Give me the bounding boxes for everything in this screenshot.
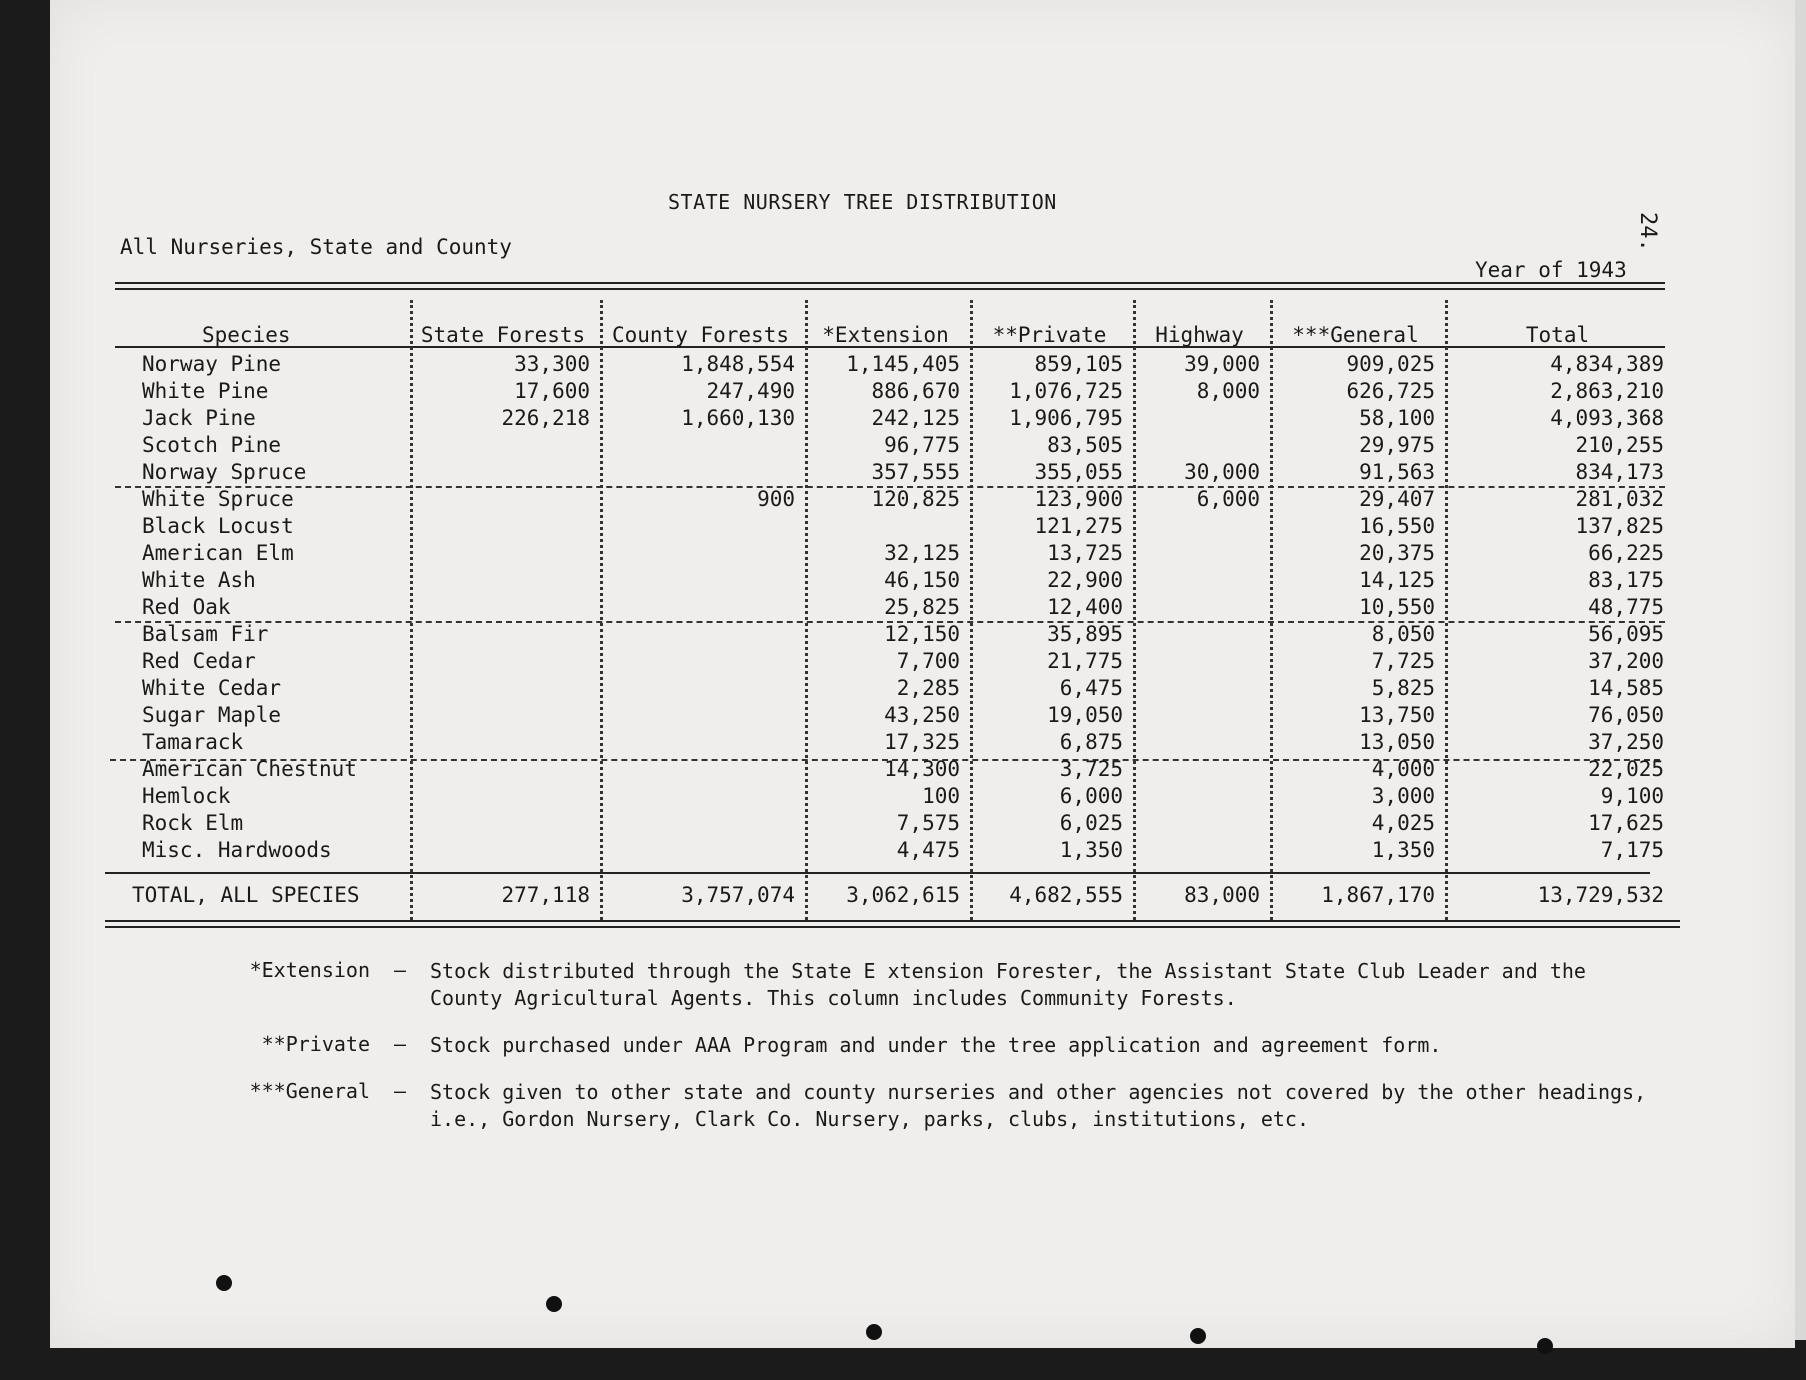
value-cell: 10,550	[1359, 594, 1435, 619]
table-row	[112, 539, 1672, 566]
value-cell	[1131, 404, 1268, 431]
value-cell: 6,000	[1196, 486, 1260, 511]
species-cell: Balsam Fir	[142, 621, 269, 646]
value-cell: 46,150	[884, 567, 960, 592]
value-cell: 7,175	[1600, 837, 1664, 862]
value-cell	[1131, 647, 1268, 674]
total-bottom-rule-2	[105, 926, 1680, 928]
value-cell	[408, 647, 598, 674]
footnotes	[200, 958, 1660, 1153]
value-cell	[1131, 512, 1268, 539]
value-cell: 21,775	[1047, 648, 1123, 673]
value-cell: 6,875	[1059, 729, 1123, 754]
value-cell	[598, 809, 803, 836]
value-cell: 1,660,130	[681, 405, 795, 430]
total-bottom-rule-1	[105, 920, 1680, 922]
footnote	[200, 1079, 1660, 1133]
value-cell: 12,400	[1047, 594, 1123, 619]
column-header-state-forests: State Forests	[420, 323, 586, 347]
total-value: 3,757,074	[681, 883, 795, 907]
value-cell: 6,475	[1059, 675, 1123, 700]
value-cell	[1131, 701, 1268, 728]
species-cell: American Elm	[142, 540, 294, 565]
value-cell: 9,100	[1600, 783, 1664, 808]
value-cell: 4,025	[1371, 810, 1435, 835]
value-cell	[1131, 809, 1268, 836]
table-row	[112, 350, 1672, 377]
total-value: 277,118	[501, 883, 590, 907]
page-number: 24.	[1635, 212, 1660, 252]
table-row	[112, 647, 1672, 674]
species-cell: Red Cedar	[142, 648, 256, 673]
value-cell	[1131, 674, 1268, 701]
table-row	[112, 836, 1672, 863]
value-cell: 83,505	[1047, 432, 1123, 457]
value-cell: 4,093,368	[1550, 405, 1664, 430]
footnote-text: Stock given to other state and county nurseries and other agencies not covered by the other headings, i.e., Gordon Nursery, Clark Co. Nursery, parks, clubs, institutions, etc.	[430, 1080, 1647, 1131]
value-cell: 886,670	[871, 378, 960, 403]
species-cell: Misc. Hardwoods	[142, 837, 332, 862]
value-cell	[408, 809, 598, 836]
species-cell: Hemlock	[142, 783, 231, 808]
value-cell: 247,490	[706, 378, 795, 403]
value-cell: 33,300	[514, 351, 590, 376]
value-cell: 17,600	[514, 378, 590, 403]
species-cell: White Ash	[142, 567, 256, 592]
value-cell: 900	[757, 486, 795, 511]
table-row	[112, 404, 1672, 431]
value-cell	[598, 593, 803, 620]
total-label: TOTAL, ALL SPECIES	[132, 883, 360, 907]
punch-hole	[1190, 1328, 1206, 1344]
column-header-general: ***General	[1292, 323, 1419, 347]
value-cell	[598, 782, 803, 809]
value-cell: 22,025	[1588, 756, 1664, 781]
value-cell: 14,300	[884, 756, 960, 781]
value-cell	[1131, 782, 1268, 809]
value-cell: 2,863,210	[1550, 378, 1664, 403]
value-cell: 8,000	[1196, 378, 1260, 403]
value-cell	[598, 620, 803, 647]
value-cell	[408, 701, 598, 728]
value-cell	[408, 485, 598, 512]
value-cell: 626,725	[1346, 378, 1435, 403]
value-cell: 4,000	[1371, 756, 1435, 781]
table-row	[112, 701, 1672, 728]
value-cell: 17,325	[884, 729, 960, 754]
table-row	[112, 728, 1672, 755]
punch-hole	[1537, 1338, 1553, 1354]
value-cell: 37,200	[1588, 648, 1664, 673]
column-header-private: **Private	[992, 323, 1107, 347]
value-cell	[408, 620, 598, 647]
value-cell	[408, 836, 598, 863]
column-header-species: Species	[202, 323, 291, 347]
value-cell: 1,350	[1059, 837, 1123, 862]
value-cell: 13,750	[1359, 702, 1435, 727]
value-cell: 83,175	[1588, 567, 1664, 592]
value-cell	[408, 566, 598, 593]
punch-hole	[216, 1275, 232, 1291]
value-cell	[1131, 593, 1268, 620]
footnote-dash: –	[393, 1079, 407, 1103]
value-cell: 242,125	[871, 405, 960, 430]
value-cell: 1,906,795	[1009, 405, 1123, 430]
value-cell	[598, 539, 803, 566]
value-cell: 76,050	[1588, 702, 1664, 727]
species-cell: Scotch Pine	[142, 432, 282, 457]
value-cell: 43,250	[884, 702, 960, 727]
species-cell: White Spruce	[142, 486, 294, 511]
value-cell	[408, 539, 598, 566]
footnote	[200, 1032, 1660, 1059]
value-cell	[1131, 620, 1268, 647]
value-cell	[408, 782, 598, 809]
species-cell: Rock Elm	[142, 810, 244, 835]
value-cell	[408, 728, 598, 755]
species-cell: Jack Pine	[142, 405, 256, 430]
value-cell: 3,000	[1371, 783, 1435, 808]
table-row	[112, 782, 1672, 809]
value-cell	[598, 836, 803, 863]
value-cell: 120,825	[871, 486, 960, 511]
value-cell: 12,150	[884, 621, 960, 646]
value-cell	[598, 755, 803, 782]
species-cell: Red Oak	[142, 594, 231, 619]
value-cell: 100	[922, 783, 960, 808]
value-cell: 4,834,389	[1550, 351, 1664, 376]
value-cell: 1,145,405	[846, 351, 960, 376]
value-cell	[803, 512, 968, 539]
value-cell	[408, 431, 598, 458]
value-cell: 56,095	[1588, 621, 1664, 646]
table-row	[112, 755, 1672, 782]
total-row	[112, 863, 1672, 915]
value-cell: 7,725	[1371, 648, 1435, 673]
value-cell: 25,825	[884, 594, 960, 619]
value-cell	[1131, 566, 1268, 593]
column-header-highway: Highway	[1155, 323, 1244, 347]
page-title: STATE NURSERY TREE DISTRIBUTION	[668, 190, 1057, 214]
species-cell: White Pine	[142, 378, 269, 403]
table-row	[112, 458, 1672, 485]
table-row	[112, 620, 1672, 647]
value-cell	[1131, 728, 1268, 755]
table-row	[112, 674, 1672, 701]
value-cell	[598, 458, 803, 485]
species-cell: White Cedar	[142, 675, 282, 700]
value-cell: 1,076,725	[1009, 378, 1123, 403]
value-cell: 13,050	[1359, 729, 1435, 754]
value-cell: 7,575	[896, 810, 960, 835]
value-cell: 909,025	[1346, 351, 1435, 376]
total-value: 13,729,532	[1537, 883, 1664, 907]
value-cell	[598, 728, 803, 755]
value-cell: 48,775	[1588, 594, 1664, 619]
value-cell: 121,275	[1034, 513, 1123, 538]
header-rule-1	[115, 282, 1665, 284]
column-header-extension: *Extension	[822, 323, 949, 347]
page-subtitle: All Nurseries, State and County	[120, 235, 512, 259]
punch-hole	[546, 1296, 562, 1312]
value-cell: 37,250	[1588, 729, 1664, 754]
punch-hole	[866, 1324, 882, 1340]
value-cell: 226,218	[501, 405, 590, 430]
value-cell: 14,585	[1588, 675, 1664, 700]
value-cell: 210,255	[1575, 432, 1664, 457]
table-row	[112, 809, 1672, 836]
value-cell: 2,285	[896, 675, 960, 700]
column-header-county-forests: County Forests	[611, 323, 789, 347]
value-cell: 32,125	[884, 540, 960, 565]
value-cell: 355,055	[1034, 459, 1123, 484]
scan-left-edge	[0, 0, 50, 1380]
value-cell	[408, 512, 598, 539]
value-cell: 8,050	[1371, 621, 1435, 646]
value-cell: 29,407	[1359, 486, 1435, 511]
value-cell	[598, 431, 803, 458]
value-cell: 4,475	[896, 837, 960, 862]
species-cell: Sugar Maple	[142, 702, 282, 727]
value-cell: 30,000	[1184, 459, 1260, 484]
distribution-table	[112, 320, 1672, 915]
footnote	[200, 958, 1660, 1012]
value-cell: 19,050	[1047, 702, 1123, 727]
species-cell: Tamarack	[142, 729, 244, 754]
value-cell: 14,125	[1359, 567, 1435, 592]
value-cell: 58,100	[1359, 405, 1435, 430]
value-cell: 13,725	[1047, 540, 1123, 565]
species-cell: Norway Pine	[142, 351, 282, 376]
value-cell: 281,032	[1575, 486, 1664, 511]
footnote-dash: –	[393, 958, 407, 982]
table-header-row	[112, 320, 1672, 350]
year-label: Year of 1943	[1475, 258, 1627, 282]
value-cell: 1,350	[1371, 837, 1435, 862]
footnote-text: Stock distributed through the State E xtension Forester, the Assistant State Club Leader and the County Agricultural Agents. This column includes Community Forests.	[430, 959, 1586, 1010]
value-cell: 20,375	[1359, 540, 1435, 565]
table-row	[112, 512, 1672, 539]
value-cell	[408, 458, 598, 485]
value-cell: 834,173	[1575, 459, 1664, 484]
footnote-term: *Extension	[249, 958, 370, 982]
value-cell	[1131, 539, 1268, 566]
value-cell: 6,000	[1059, 783, 1123, 808]
species-cell: Norway Spruce	[142, 459, 307, 484]
value-cell: 39,000	[1184, 351, 1260, 376]
value-cell	[598, 647, 803, 674]
total-value: 3,062,615	[846, 883, 960, 907]
total-value: 1,867,170	[1321, 883, 1435, 907]
total-value: 83,000	[1184, 883, 1260, 907]
table-row	[112, 485, 1672, 512]
value-cell	[408, 674, 598, 701]
value-cell	[598, 701, 803, 728]
value-cell	[1131, 836, 1268, 863]
value-cell: 66,225	[1588, 540, 1664, 565]
value-cell: 29,975	[1359, 432, 1435, 457]
value-cell: 1,848,554	[681, 351, 795, 376]
total-value: 4,682,555	[1009, 883, 1123, 907]
species-cell: Black Locust	[142, 513, 294, 538]
footnote-dash: –	[393, 1032, 407, 1056]
value-cell	[408, 593, 598, 620]
value-cell: 7,700	[896, 648, 960, 673]
value-cell: 16,550	[1359, 513, 1435, 538]
value-cell: 35,895	[1047, 621, 1123, 646]
value-cell: 17,625	[1588, 810, 1664, 835]
table-row	[112, 566, 1672, 593]
table-row	[112, 431, 1672, 458]
species-cell: American Chestnut	[142, 756, 357, 781]
value-cell: 5,825	[1371, 675, 1435, 700]
header-rule-2	[115, 288, 1665, 290]
value-cell: 859,105	[1034, 351, 1123, 376]
value-cell	[598, 566, 803, 593]
value-cell: 357,555	[871, 459, 960, 484]
footnote-text: Stock purchased under AAA Program and under the tree application and agreement form.	[430, 1033, 1442, 1057]
value-cell: 137,825	[1575, 513, 1664, 538]
column-header-total: Total	[1525, 323, 1590, 347]
value-cell	[1131, 755, 1268, 782]
value-cell	[598, 512, 803, 539]
value-cell	[408, 755, 598, 782]
value-cell: 91,563	[1359, 459, 1435, 484]
value-cell: 3,725	[1059, 756, 1123, 781]
value-cell: 22,900	[1047, 567, 1123, 592]
footnote-term: **Private	[261, 1032, 370, 1056]
value-cell	[1131, 431, 1268, 458]
value-cell: 123,900	[1034, 486, 1123, 511]
value-cell: 96,775	[884, 432, 960, 457]
value-cell	[598, 674, 803, 701]
value-cell: 6,025	[1059, 810, 1123, 835]
table-row	[112, 377, 1672, 404]
table-row	[112, 593, 1672, 620]
footnote-term: ***General	[249, 1079, 370, 1103]
